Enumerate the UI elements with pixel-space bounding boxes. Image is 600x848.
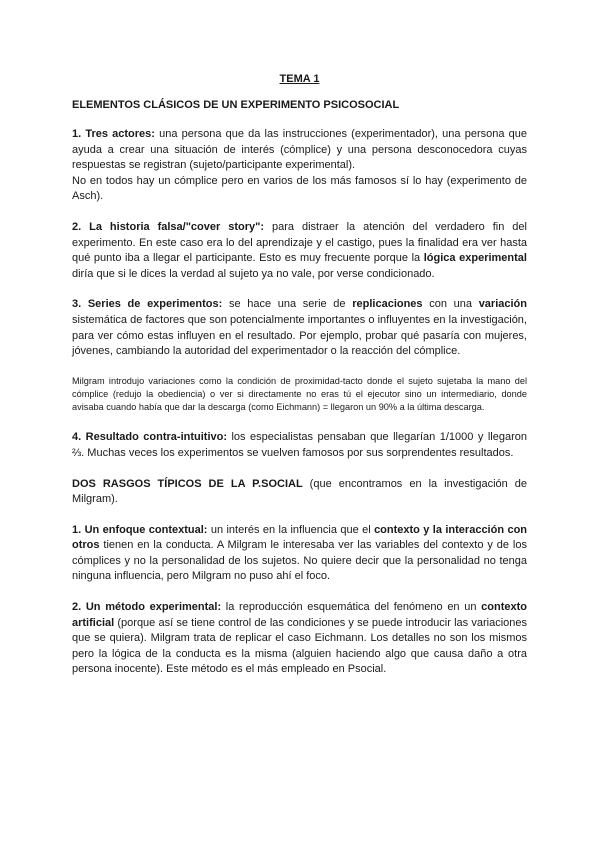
term-tres-actores: 1. Tres actores:: [72, 128, 155, 140]
term-series: 3. Series de experimentos:: [72, 298, 223, 311]
text-series-3: sistemática de factores que son potencialmente importantes o influyentes en la investigación, para ver cómo estas influyen en el resultado. Por ejemplo, probar qué pasaría con mujeres, jóvenes, cambiando la autoridad del experimentador o la reacción del cómplice.: [72, 313, 527, 358]
paragraph-tres-actores: [72, 127, 527, 205]
term-contexto-artificial: contexto artificial: [72, 601, 527, 629]
term-resultado: 4. Resultado contra-intuitivo:: [72, 431, 228, 444]
text-resultado: los especialistas pensaban que llegarían 1/1000 y llegaron ⅔. Muchas veces los experimentos se vuelven famosos por sus sorprendentes resultados.: [72, 431, 527, 459]
text-enfoque-1: un interés en la influencia que el: [207, 523, 375, 536]
paragraph-milgram-note: Milgram introdujo variaciones como la condición de proximidad-tacto donde el sujeto sujetaba la mano del cómplice (redujo la obediencia) o ver si directamente no eras tú el ejecutor sino un intermediario, donde avisaba cuando había que dar la descarga (como Eichmann) = llegaron un 90% a la última descarga.: [72, 375, 527, 413]
term-rasgos: DOS RASGOS TÍPICOS DE LA P.SOCIAL: [72, 477, 303, 490]
text-rasgos: (que encontramos en la investigación de Milgram).: [72, 477, 527, 506]
section-heading: ELEMENTOS CLÁSICOS DE UN EXPERIMENTO PSICOSOCIAL: [72, 99, 400, 111]
text-enfoque-2: tienen en la conducta. A Milgram le interesaba ver las variables del contexto y de los cómplices y no la personalidad de los sujetos. No quiere decir que la personalidad no tenga ninguna influencia, pero Milgram no puso ahí el foco.: [72, 539, 527, 583]
term-contexto-interaccion: contexto y la interacción con otros: [72, 523, 528, 552]
term-metodo-experimental: 2. Un método experimental:: [72, 601, 222, 614]
text-tres-actores: una persona que da las instrucciones (experimentador), una persona que ayuda a crear una situación de interés (cómplice) y una persona desconocedora cuyas respuestas se registran (sujeto/participante experimental).: [72, 128, 527, 172]
term-replicaciones: replicaciones: [352, 298, 423, 311]
paragraph-enfoque-contextual: [72, 523, 527, 585]
note-complice: No en todos hay un cómplice pero en varios de los más famosos sí lo hay (experimento de Asch).: [72, 174, 527, 203]
term-variacion: variación: [478, 298, 527, 311]
text-cover-story-1: para distraer la atención del verdadero fin del experimento. En este caso era lo del aprendizaje y el castigo, pues la finalidad era ver hasta qué punto iba a llegar el participante. Esto es muy frecuente porque la: [72, 220, 527, 265]
paragraph-resultado: [72, 430, 527, 461]
term-cover-story: 2. La historia falsa/"cover story":: [72, 220, 265, 233]
page-title: TEMA 1: [279, 73, 320, 85]
paragraph-cover-story: [72, 220, 527, 282]
text-series-2: con una: [422, 298, 479, 311]
paragraph-series: [72, 297, 527, 359]
text-metodo-1: la reproducción esquemática del fenómeno en un: [221, 601, 482, 614]
text-metodo-2: (porque así se tiene control de las condiciones y se puede introducir las variaciones que se quiera). Milgram trata de replicar el caso Eichmann. Los detalles no son los mismos pero la lógica de la conducta es la misma (alguien haciendo algo que causa daño a otra persona inocente). Este método es el más empleado en Psocial.: [72, 616, 527, 676]
text-cover-story-2: diría que si le dices la verdad al sujeto ya no vale, por verse condicionado.: [72, 267, 435, 280]
term-enfoque-contextual: 1. Un enfoque contextual:: [72, 523, 208, 536]
term-logica-experimental: lógica experimental: [423, 252, 527, 265]
text-series-1: se hace una serie de: [222, 298, 353, 311]
paragraph-rasgos: [72, 477, 527, 508]
paragraph-metodo-experimental: [72, 600, 527, 678]
